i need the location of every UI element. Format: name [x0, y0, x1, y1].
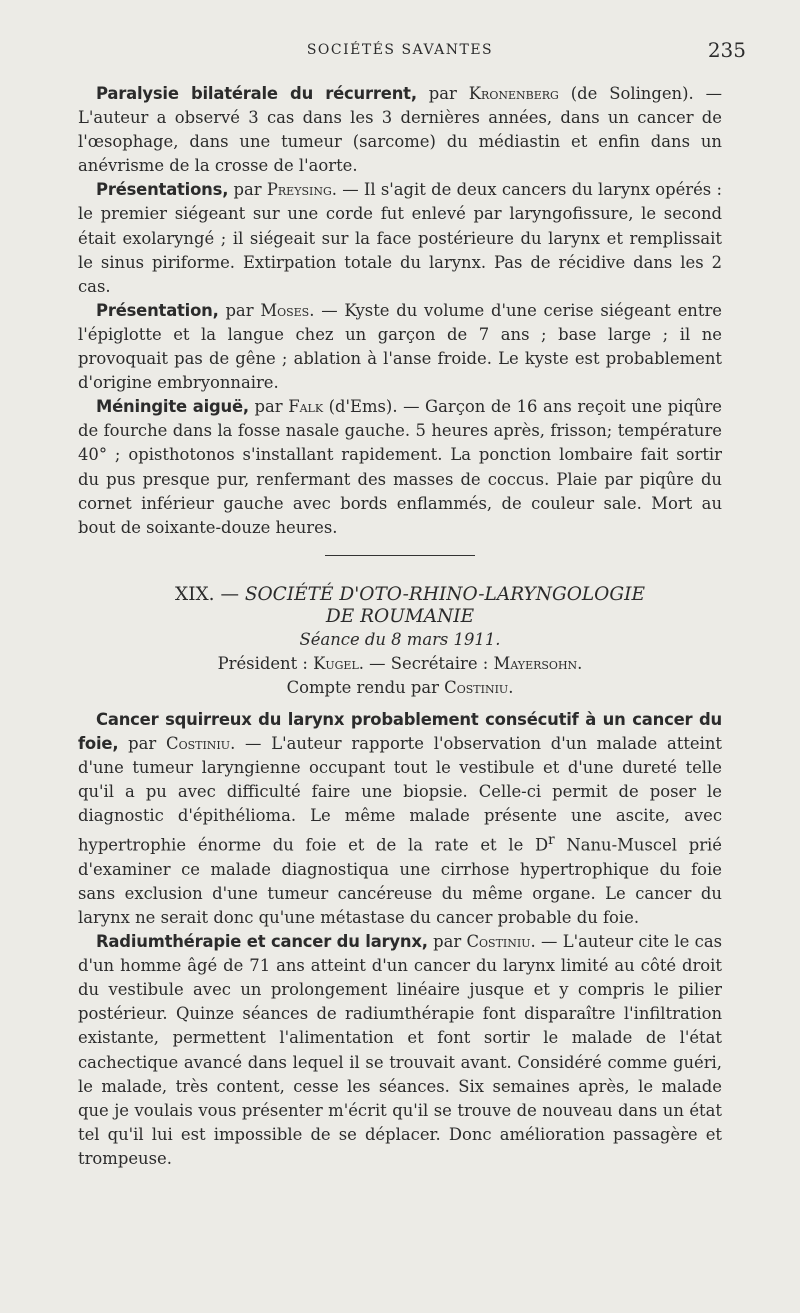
officers-line: Président : Kugel. — Secrétaire : Mayersohn.	[217, 653, 583, 673]
page-number: 235	[707, 38, 746, 62]
secretary-name: Mayersohn	[493, 653, 578, 673]
society-heading	[78, 584, 722, 700]
author-name: Preysing	[266, 180, 332, 200]
abstract-title: Présentation,	[96, 300, 219, 320]
abstract-presentation-moses: Présentation, par Moses. — Kyste du volume d'une cerise siégeant entre l'épiglotte et la langue chez un garçon de 7 ans ; base large ; il ne provoquait pas de gêne ; ablation à l'anse froide. Le kyste est probablement d'origine embryonnaire.	[78, 300, 722, 393]
author-name: Moses	[260, 300, 310, 320]
abstract-title: Paralysie bilatérale du récurrent,	[96, 84, 417, 103]
abstract-title: Méningite aiguë,	[96, 397, 249, 417]
abstract-cancer-squirreux: Cancer squirreux du larynx probablement consécutif à un cancer du foie, par Costiniu. — L'auteur rapporte l'observation d'un malade atteint d'une tumeur laryngienne occupant tout le vestibule et d'une dureté telle qu'il a pu avec difficulté faire une biopsie. Celle-ci permit de poser le diagnostic d'épithélioma. Le même malade présente une ascite, avec hypertrophie énorme du foie et de la rate et le $D^r$ Nanu-Muscel prié d'examiner ce malade diagnostiqua une cirrhose hypertrophique du foie sans exclusion d'une tumeur cancéreuse du même organe. Le cancer du larynx ne serait donc qu'une métastase du cancer probable du foie.	[78, 709, 723, 927]
section-divider	[325, 555, 475, 556]
abstract-presentations: Présentations, par Preysing. — Il s'agit de deux cancers du larynx opérés : le premier siégeant sur une corde fut enlevé par laryngofissure, le second était exolaryngé ; il siégeait sur la face postérieure du larynx et remplissait le sinus piriforme. Extirpation totale du larynx. Pas de récidive dans les 2 cas.	[78, 180, 722, 296]
author-name: Kronenberg	[468, 84, 559, 103]
abstract-title: Présentations,	[96, 180, 229, 200]
running-head	[0, 38, 800, 68]
abstract-title: Cancer squirreux du larynx probablement consécutif à un cancer du foie,	[78, 709, 722, 753]
running-title: SOCIÉTÉS SAVANTES	[306, 42, 494, 58]
reporter-name: Costiniu	[444, 677, 509, 697]
society-name: SOCIÉTÉ D'OTO-RHINO-LARYNGOLOGIE	[244, 583, 645, 605]
author-name: Costiniu	[166, 733, 231, 753]
author-name: Falk	[288, 397, 324, 417]
session-date: Séance du 8 mars 1911.	[299, 629, 501, 649]
abstract-radiumtherapie: Radiumthérapie et cancer du larynx, par Costiniu. — L'auteur cite le cas d'un homme âgé de 71 ans atteint d'un cancer du larynx limité au côté droit du vestibule avec un prolongement linéaire jusque et y compris le pilier postérieur. Quinze séances de radiumthérapie font disparaître l'infiltration existante, permettent l'alimentation et font sortir le malade de l'état cachectique avancé dans lequel il se trouvait avant. Considéré comme guéri, le malade, très content, cesse les séances. Six semaines après, le malade que je voulais vous présenter m'écrit qu'il se trouve de nouveau dans un état tel qu'il lui est impossible de se déplacer. Donc amélioration passagère et trompeuse.	[78, 932, 722, 1168]
report-line: Compte rendu par Costiniu.	[286, 677, 514, 697]
section-number: XIX. —	[175, 583, 239, 605]
abstract-meningite: Méningite aiguë, par Falk (d'Ems). — Garçon de 16 ans reçoit une piqûre de fourche dans la fosse nasale gauche. 5 heures après, frisson; température 40° ; opisthotonos s'installant rapidement. La ponction lombaire fait sortir du pus presque pur, renfermant des masses de coccus. Plaie par piqûre du cornet inférieur gauche avec bords enflammés, de couleur sale. Mort au bout de soixante-douze heures.	[78, 397, 722, 537]
page-body	[78, 82, 722, 1171]
author-name: Costiniu	[466, 932, 531, 952]
society-name-continued: DE ROUMANIE	[325, 605, 475, 627]
president-name: Kugel	[313, 653, 359, 673]
abstract-paralysie: Paralysie bilatérale du récurrent, par Kronenberg (de Solingen). — L'auteur a observé 3 cas dans les 3 dernières années, dans un cancer de l'œsophage, dans une tumeur (sarcome) du médiastin et enfin dans un anévrisme de la crosse de l'aorte.	[78, 84, 723, 176]
abstract-title: Radiumthérapie et cancer du larynx,	[96, 932, 428, 952]
